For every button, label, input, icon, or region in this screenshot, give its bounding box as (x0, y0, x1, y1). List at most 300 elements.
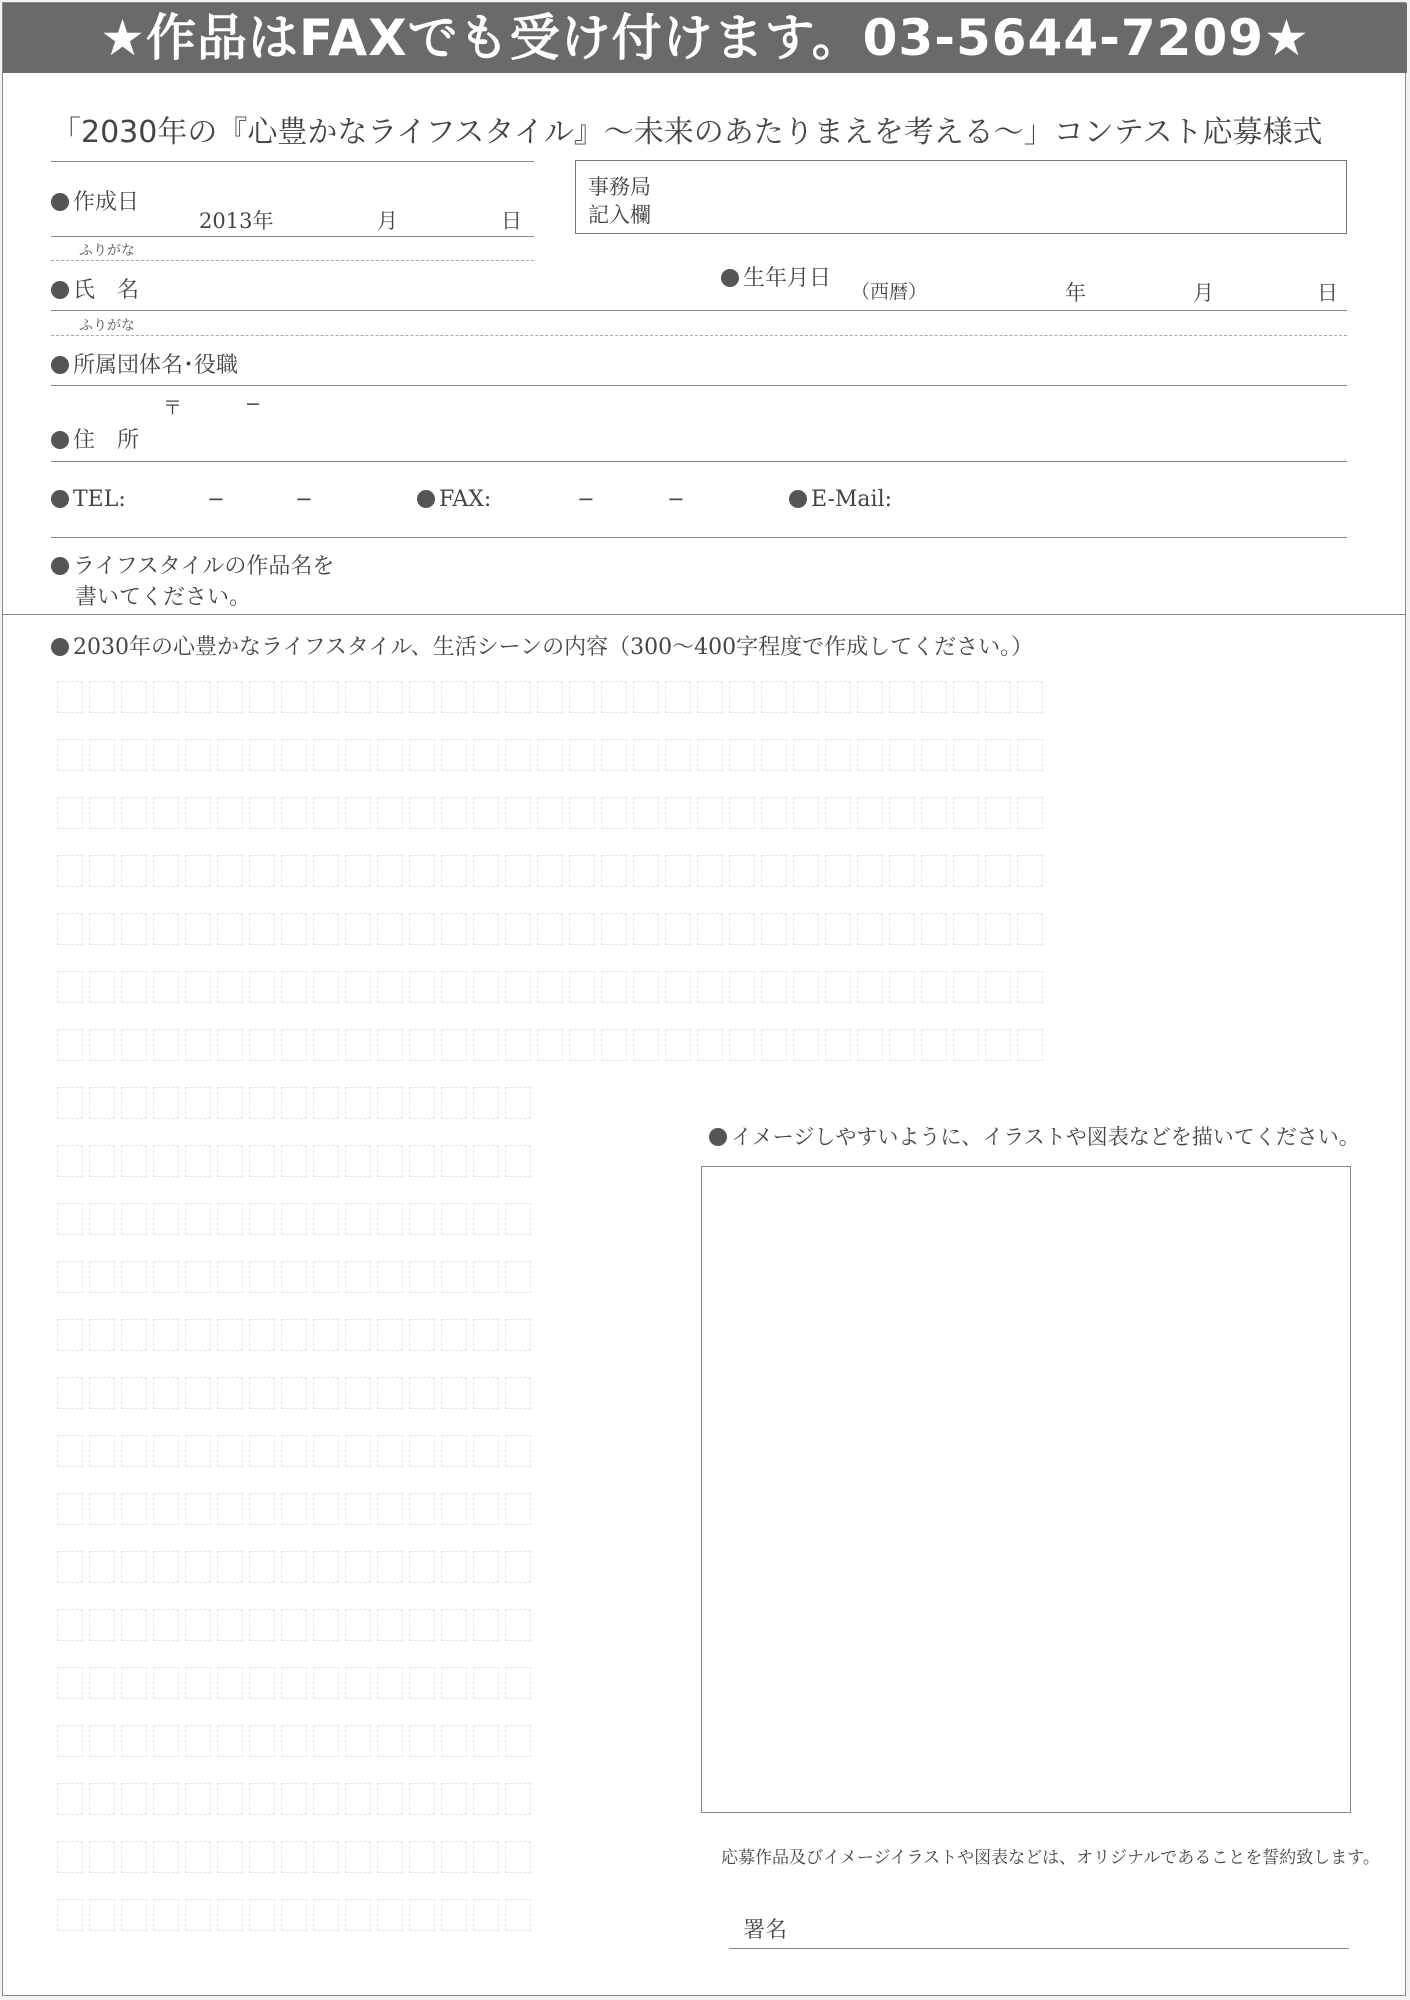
grid-cell[interactable] (889, 855, 915, 887)
grid-cell[interactable] (281, 1319, 307, 1351)
grid-cell[interactable] (473, 739, 499, 771)
grid-cell[interactable] (1017, 855, 1043, 887)
grid-cell[interactable] (89, 1377, 115, 1409)
grid-cell[interactable] (441, 913, 467, 945)
grid-cell[interactable] (249, 1493, 275, 1525)
grid-cell[interactable] (729, 971, 755, 1003)
grid-cell[interactable] (473, 971, 499, 1003)
grid-cell[interactable] (505, 1783, 531, 1815)
grid-cell[interactable] (441, 797, 467, 829)
grid-cell[interactable] (505, 1841, 531, 1873)
grid-cell[interactable] (857, 913, 883, 945)
grid-cell[interactable] (345, 1145, 371, 1177)
grid-cell[interactable] (505, 1435, 531, 1467)
grid-cell[interactable] (217, 1145, 243, 1177)
grid-cell[interactable] (761, 971, 787, 1003)
grid-cell[interactable] (217, 1435, 243, 1467)
grid-cell[interactable] (633, 1029, 659, 1061)
grid-cell[interactable] (185, 1435, 211, 1467)
grid-cell[interactable] (281, 1899, 307, 1931)
grid-cell[interactable] (345, 1551, 371, 1583)
grid-cell[interactable] (217, 1899, 243, 1931)
grid-cell[interactable] (57, 1841, 83, 1873)
grid-cell[interactable] (217, 797, 243, 829)
grid-cell[interactable] (153, 913, 179, 945)
grid-cell[interactable] (889, 797, 915, 829)
grid-cell[interactable] (985, 739, 1011, 771)
grid-cell[interactable] (729, 797, 755, 829)
grid-cell[interactable] (537, 739, 563, 771)
grid-cell[interactable] (441, 1087, 467, 1119)
grid-cell[interactable] (281, 1435, 307, 1467)
grid-cell[interactable] (57, 971, 83, 1003)
grid-cell[interactable] (729, 913, 755, 945)
grid-cell[interactable] (729, 681, 755, 713)
grid-cell[interactable] (377, 1783, 403, 1815)
grid-cell[interactable] (345, 855, 371, 887)
grid-cell[interactable] (313, 971, 339, 1003)
grid-cell[interactable] (57, 855, 83, 887)
grid-cell[interactable] (281, 1203, 307, 1235)
grid-cell[interactable] (217, 1029, 243, 1061)
grid-cell[interactable] (505, 1667, 531, 1699)
grid-cell[interactable] (1017, 797, 1043, 829)
grid-cell[interactable] (985, 681, 1011, 713)
grid-cell[interactable] (441, 739, 467, 771)
grid-cell[interactable] (153, 855, 179, 887)
grid-cell[interactable] (89, 1899, 115, 1931)
grid-cell[interactable] (377, 1551, 403, 1583)
grid-cell[interactable] (185, 1493, 211, 1525)
grid-cell[interactable] (377, 1609, 403, 1641)
grid-cell[interactable] (313, 1261, 339, 1293)
grid-cell[interactable] (313, 1029, 339, 1061)
grid-cell[interactable] (57, 1783, 83, 1815)
grid-cell[interactable] (153, 1435, 179, 1467)
grid-cell[interactable] (217, 1377, 243, 1409)
grid-cell[interactable] (121, 1435, 147, 1467)
grid-cell[interactable] (185, 1783, 211, 1815)
grid-cell[interactable] (409, 855, 435, 887)
grid-cell[interactable] (345, 1783, 371, 1815)
grid-cell[interactable] (345, 1029, 371, 1061)
grid-cell[interactable] (121, 1725, 147, 1757)
grid-cell[interactable] (217, 1087, 243, 1119)
grid-cell[interactable] (665, 739, 691, 771)
grid-cell[interactable] (889, 971, 915, 1003)
grid-cell[interactable] (345, 1841, 371, 1873)
grid-cell[interactable] (249, 1783, 275, 1815)
grid-cell[interactable] (825, 739, 851, 771)
grid-cell[interactable] (441, 1377, 467, 1409)
grid-cell[interactable] (409, 1725, 435, 1757)
grid-cell[interactable] (345, 1087, 371, 1119)
grid-cell[interactable] (57, 1377, 83, 1409)
grid-cell[interactable] (697, 855, 723, 887)
grid-cell[interactable] (409, 1667, 435, 1699)
grid-cell[interactable] (57, 797, 83, 829)
grid-cell[interactable] (601, 913, 627, 945)
grid-cell[interactable] (377, 1493, 403, 1525)
grid-cell[interactable] (313, 1609, 339, 1641)
grid-cell[interactable] (217, 1493, 243, 1525)
grid-cell[interactable] (345, 1493, 371, 1525)
grid-cell[interactable] (377, 1145, 403, 1177)
grid-cell[interactable] (217, 1609, 243, 1641)
grid-cell[interactable] (601, 855, 627, 887)
grid-cell[interactable] (377, 1203, 403, 1235)
grid-cell[interactable] (217, 1551, 243, 1583)
grid-cell[interactable] (281, 1145, 307, 1177)
grid-cell[interactable] (505, 1319, 531, 1351)
grid-cell[interactable] (441, 1783, 467, 1815)
grid-cell[interactable] (249, 1435, 275, 1467)
grid-cell[interactable] (729, 1029, 755, 1061)
grid-cell[interactable] (153, 1899, 179, 1931)
grid-cell[interactable] (665, 797, 691, 829)
grid-cell[interactable] (121, 971, 147, 1003)
grid-cell[interactable] (57, 1029, 83, 1061)
grid-cell[interactable] (761, 1029, 787, 1061)
grid-cell[interactable] (665, 855, 691, 887)
grid-cell[interactable] (537, 1029, 563, 1061)
grid-cell[interactable] (697, 1029, 723, 1061)
grid-cell[interactable] (1017, 1029, 1043, 1061)
grid-cell[interactable] (121, 797, 147, 829)
grid-cell[interactable] (409, 1783, 435, 1815)
grid-cell[interactable] (249, 797, 275, 829)
grid-cell[interactable] (185, 1203, 211, 1235)
grid-cell[interactable] (345, 1203, 371, 1235)
grid-cell[interactable] (409, 1435, 435, 1467)
grid-cell[interactable] (473, 681, 499, 713)
grid-cell[interactable] (409, 1319, 435, 1351)
grid-cell[interactable] (505, 1261, 531, 1293)
grid-cell[interactable] (377, 913, 403, 945)
grid-cell[interactable] (857, 1029, 883, 1061)
grid-cell[interactable] (249, 1609, 275, 1641)
grid-cell[interactable] (569, 855, 595, 887)
grid-cell[interactable] (441, 1319, 467, 1351)
grid-cell[interactable] (153, 1145, 179, 1177)
name-furigana-field[interactable] (51, 260, 534, 261)
grid-cell[interactable] (857, 797, 883, 829)
grid-cell[interactable] (473, 1029, 499, 1061)
grid-cell[interactable] (377, 1029, 403, 1061)
grid-cell[interactable] (761, 913, 787, 945)
grid-cell[interactable] (409, 1145, 435, 1177)
grid-cell[interactable] (185, 971, 211, 1003)
grid-cell[interactable] (441, 1609, 467, 1641)
grid-cell[interactable] (505, 739, 531, 771)
grid-cell[interactable] (1017, 971, 1043, 1003)
grid-cell[interactable] (505, 1087, 531, 1119)
grid-cell[interactable] (345, 1319, 371, 1351)
grid-cell[interactable] (377, 739, 403, 771)
grid-cell[interactable] (185, 797, 211, 829)
grid-cell[interactable] (377, 1725, 403, 1757)
grid-cell[interactable] (889, 1029, 915, 1061)
grid-cell[interactable] (473, 797, 499, 829)
grid-cell[interactable] (185, 1145, 211, 1177)
grid-cell[interactable] (345, 797, 371, 829)
grid-cell[interactable] (697, 797, 723, 829)
address-field[interactable] (51, 461, 1347, 462)
grid-cell[interactable] (473, 1783, 499, 1815)
grid-cell[interactable] (89, 971, 115, 1003)
grid-cell[interactable] (185, 1841, 211, 1873)
grid-cell[interactable] (825, 681, 851, 713)
grid-cell[interactable] (985, 797, 1011, 829)
grid-cell[interactable] (953, 1029, 979, 1061)
grid-cell[interactable] (921, 971, 947, 1003)
grid-cell[interactable] (729, 739, 755, 771)
grid-cell[interactable] (281, 1261, 307, 1293)
grid-cell[interactable] (729, 855, 755, 887)
grid-cell[interactable] (633, 971, 659, 1003)
grid-cell[interactable] (249, 1899, 275, 1931)
grid-cell[interactable] (473, 1725, 499, 1757)
grid-cell[interactable] (57, 1319, 83, 1351)
grid-cell[interactable] (153, 739, 179, 771)
grid-cell[interactable] (345, 681, 371, 713)
grid-cell[interactable] (409, 681, 435, 713)
grid-cell[interactable] (953, 739, 979, 771)
grid-cell[interactable] (89, 1551, 115, 1583)
grid-cell[interactable] (921, 1029, 947, 1061)
grid-cell[interactable] (281, 739, 307, 771)
grid-cell[interactable] (281, 681, 307, 713)
contact-field[interactable] (51, 537, 1347, 538)
grid-cell[interactable] (377, 1377, 403, 1409)
grid-cell[interactable] (921, 913, 947, 945)
grid-cell[interactable] (57, 1667, 83, 1699)
grid-cell[interactable] (985, 1029, 1011, 1061)
grid-cell[interactable] (345, 1261, 371, 1293)
grid-cell[interactable] (441, 1261, 467, 1293)
grid-cell[interactable] (985, 855, 1011, 887)
grid-cell[interactable] (57, 1435, 83, 1467)
grid-cell[interactable] (377, 1261, 403, 1293)
grid-cell[interactable] (665, 971, 691, 1003)
grid-cell[interactable] (409, 1551, 435, 1583)
grid-cell[interactable] (537, 913, 563, 945)
grid-cell[interactable] (569, 797, 595, 829)
grid-cell[interactable] (313, 1319, 339, 1351)
grid-cell[interactable] (217, 1203, 243, 1235)
grid-cell[interactable] (441, 971, 467, 1003)
grid-cell[interactable] (377, 1667, 403, 1699)
grid-cell[interactable] (953, 855, 979, 887)
grid-cell[interactable] (185, 1609, 211, 1641)
grid-cell[interactable] (153, 1609, 179, 1641)
grid-cell[interactable] (665, 681, 691, 713)
grid-cell[interactable] (185, 1319, 211, 1351)
grid-cell[interactable] (89, 1435, 115, 1467)
grid-cell[interactable] (409, 1841, 435, 1873)
grid-cell[interactable] (217, 1667, 243, 1699)
grid-cell[interactable] (313, 1667, 339, 1699)
grid-cell[interactable] (121, 1377, 147, 1409)
grid-cell[interactable] (217, 855, 243, 887)
grid-cell[interactable] (57, 681, 83, 713)
grid-cell[interactable] (441, 1725, 467, 1757)
grid-cell[interactable] (217, 681, 243, 713)
grid-cell[interactable] (249, 1087, 275, 1119)
grid-cell[interactable] (249, 855, 275, 887)
grid-cell[interactable] (473, 1841, 499, 1873)
grid-cell[interactable] (281, 1087, 307, 1119)
grid-cell[interactable] (409, 1493, 435, 1525)
grid-cell[interactable] (57, 1203, 83, 1235)
grid-cell[interactable] (153, 1841, 179, 1873)
grid-cell[interactable] (505, 1145, 531, 1177)
grid-cell[interactable] (313, 1841, 339, 1873)
grid-cell[interactable] (505, 1899, 531, 1931)
grid-cell[interactable] (121, 1899, 147, 1931)
grid-cell[interactable] (697, 681, 723, 713)
grid-cell[interactable] (121, 1783, 147, 1815)
grid-cell[interactable] (441, 1029, 467, 1061)
grid-cell[interactable] (825, 913, 851, 945)
grid-cell[interactable] (505, 797, 531, 829)
grid-cell[interactable] (377, 1087, 403, 1119)
grid-cell[interactable] (473, 855, 499, 887)
grid-cell[interactable] (889, 913, 915, 945)
grid-cell[interactable] (153, 1319, 179, 1351)
grid-cell[interactable] (121, 1493, 147, 1525)
grid-cell[interactable] (249, 1145, 275, 1177)
created-date-field[interactable] (51, 236, 534, 237)
grid-cell[interactable] (985, 971, 1011, 1003)
grid-cell[interactable] (409, 913, 435, 945)
grid-cell[interactable] (761, 855, 787, 887)
grid-cell[interactable] (441, 681, 467, 713)
grid-cell[interactable] (921, 855, 947, 887)
grid-cell[interactable] (185, 1087, 211, 1119)
grid-cell[interactable] (249, 1261, 275, 1293)
signature-field[interactable] (729, 1948, 1349, 1949)
grid-cell[interactable] (57, 1725, 83, 1757)
grid-cell[interactable] (89, 1609, 115, 1641)
grid-cell[interactable] (153, 971, 179, 1003)
grid-cell[interactable] (89, 739, 115, 771)
grid-cell[interactable] (153, 1551, 179, 1583)
grid-cell[interactable] (121, 1667, 147, 1699)
grid-cell[interactable] (1017, 913, 1043, 945)
grid-cell[interactable] (377, 1435, 403, 1467)
grid-cell[interactable] (857, 739, 883, 771)
organization-field[interactable] (51, 385, 1347, 386)
grid-cell[interactable] (345, 1435, 371, 1467)
grid-cell[interactable] (57, 1261, 83, 1293)
grid-cell[interactable] (249, 739, 275, 771)
grid-cell[interactable] (153, 1203, 179, 1235)
grid-cell[interactable] (441, 855, 467, 887)
grid-cell[interactable] (185, 855, 211, 887)
grid-cell[interactable] (217, 739, 243, 771)
grid-cell[interactable] (281, 1667, 307, 1699)
grid-cell[interactable] (441, 1435, 467, 1467)
grid-cell[interactable] (345, 1899, 371, 1931)
grid-cell[interactable] (601, 739, 627, 771)
grid-cell[interactable] (857, 971, 883, 1003)
grid-cell[interactable] (345, 1609, 371, 1641)
grid-cell[interactable] (601, 1029, 627, 1061)
grid-cell[interactable] (377, 971, 403, 1003)
grid-cell[interactable] (633, 797, 659, 829)
grid-cell[interactable] (633, 855, 659, 887)
grid-cell[interactable] (185, 1377, 211, 1409)
illustration-box[interactable] (701, 1166, 1351, 1813)
grid-cell[interactable] (633, 681, 659, 713)
grid-cell[interactable] (793, 797, 819, 829)
grid-cell[interactable] (793, 913, 819, 945)
grid-cell[interactable] (473, 1667, 499, 1699)
grid-cell[interactable] (89, 1841, 115, 1873)
grid-cell[interactable] (505, 1725, 531, 1757)
grid-cell[interactable] (953, 913, 979, 945)
grid-cell[interactable] (825, 971, 851, 1003)
grid-cell[interactable] (185, 1725, 211, 1757)
grid-cell[interactable] (249, 1667, 275, 1699)
grid-cell[interactable] (665, 1029, 691, 1061)
grid-cell[interactable] (409, 1087, 435, 1119)
grid-cell[interactable] (89, 681, 115, 713)
grid-cell[interactable] (249, 681, 275, 713)
grid-cell[interactable] (121, 1145, 147, 1177)
grid-cell[interactable] (281, 1725, 307, 1757)
grid-cell[interactable] (409, 1377, 435, 1409)
grid-cell[interactable] (985, 913, 1011, 945)
grid-cell[interactable] (409, 1203, 435, 1235)
grid-cell[interactable] (473, 1377, 499, 1409)
grid-cell[interactable] (441, 1667, 467, 1699)
grid-cell[interactable] (249, 1377, 275, 1409)
grid-cell[interactable] (633, 913, 659, 945)
grid-cell[interactable] (633, 739, 659, 771)
grid-cell[interactable] (441, 1203, 467, 1235)
grid-cell[interactable] (185, 681, 211, 713)
grid-cell[interactable] (217, 913, 243, 945)
grid-cell[interactable] (569, 971, 595, 1003)
grid-cell[interactable] (505, 1551, 531, 1583)
grid-cell[interactable] (313, 739, 339, 771)
grid-cell[interactable] (153, 681, 179, 713)
grid-cell[interactable] (89, 855, 115, 887)
grid-cell[interactable] (313, 1493, 339, 1525)
grid-cell[interactable] (249, 1841, 275, 1873)
grid-cell[interactable] (57, 1899, 83, 1931)
grid-cell[interactable] (57, 739, 83, 771)
grid-cell[interactable] (153, 1493, 179, 1525)
grid-cell[interactable] (825, 1029, 851, 1061)
grid-cell[interactable] (281, 1377, 307, 1409)
grid-cell[interactable] (601, 797, 627, 829)
grid-cell[interactable] (665, 913, 691, 945)
grid-cell[interactable] (377, 1841, 403, 1873)
grid-cell[interactable] (601, 681, 627, 713)
grid-cell[interactable] (153, 1783, 179, 1815)
grid-cell[interactable] (57, 1609, 83, 1641)
grid-cell[interactable] (185, 1667, 211, 1699)
grid-cell[interactable] (345, 1725, 371, 1757)
grid-cell[interactable] (281, 1493, 307, 1525)
grid-cell[interactable] (505, 1609, 531, 1641)
grid-cell[interactable] (249, 1203, 275, 1235)
grid-cell[interactable] (761, 681, 787, 713)
grid-cell[interactable] (313, 797, 339, 829)
